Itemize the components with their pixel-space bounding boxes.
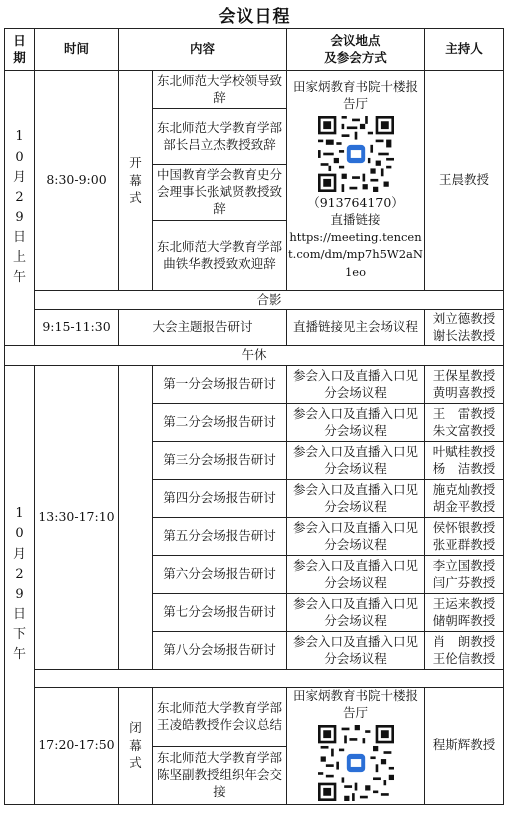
closing-time: 17:20-17:50 xyxy=(35,688,119,805)
header-content: 内容 xyxy=(119,29,287,71)
morning-venue: 田家炳教育书院十楼报告厅 xyxy=(293,79,419,111)
group-photo-row: 合影 xyxy=(35,291,504,310)
branch-venue: 参会入口及直播入口见分会场议程 xyxy=(287,366,425,404)
opening-item: 中国教育学会教育史分会理事长张斌贤教授致辞 xyxy=(153,165,287,221)
plenary-venue: 直播链接见主会场议程 xyxy=(287,310,425,346)
meeting-id: （913764170） xyxy=(307,194,404,210)
branch-hosts: 王保星教授 黄明喜教授 xyxy=(425,366,504,404)
morning-host: 王晨教授 xyxy=(425,71,504,291)
closing-item: 东北师范大学教育学部陈坚副教授组织年会交接 xyxy=(153,747,287,804)
opening-session-label: 开幕式 xyxy=(119,71,153,291)
plenary-hosts: 刘立德教授 谢长法教授 xyxy=(425,310,504,346)
header-date: 日期 xyxy=(5,29,35,71)
spacer-row xyxy=(35,670,504,688)
schedule-table xyxy=(4,28,504,805)
live-link-label: 直播链接 xyxy=(330,211,381,227)
qr-code-icon xyxy=(318,116,394,192)
branch-name: 第五分会场报告研讨 xyxy=(153,518,287,556)
branch-venue: 参会入口及直播入口见分会场议程 xyxy=(287,404,425,442)
morning-venue-cell xyxy=(287,71,425,291)
page-title: 会议日程 xyxy=(218,7,291,27)
opening-item: 东北师范大学教育学部部长吕立杰教授致辞 xyxy=(153,109,287,165)
branch-hosts: 王 雷教授 朱文富教授 xyxy=(425,404,504,442)
branch-hosts: 王运来教授 储朝晖教授 xyxy=(425,594,504,632)
branch-name: 第六分会场报告研讨 xyxy=(153,556,287,594)
live-link-url[interactable]: https://meeting.tencent.com/dm/mp7h5W2aN1eo xyxy=(288,229,423,280)
branch-venue: 参会入口及直播入口见分会场议程 xyxy=(287,556,425,594)
morning-date: 10月29日上午 xyxy=(5,71,35,346)
closing-item: 东北师范大学教育学部王凌皓教授作会议总结 xyxy=(153,688,287,747)
branch-venue: 参会入口及直播入口见分会场议程 xyxy=(287,594,425,632)
branch-hosts: 侯怀银教授 张亚群教授 xyxy=(425,518,504,556)
header-venue: 会议地点 及参会方式 xyxy=(287,29,425,71)
branch-row xyxy=(5,366,504,404)
branch-name: 第三分会场报告研讨 xyxy=(153,442,287,480)
branch-name: 第八分会场报告研讨 xyxy=(153,632,287,670)
plenary-time: 9:15-11:30 xyxy=(35,310,119,346)
closing-host: 程斯辉教授 xyxy=(425,688,504,805)
branch-hosts: 施克灿教授 胡金平教授 xyxy=(425,480,504,518)
branch-name: 第四分会场报告研讨 xyxy=(153,480,287,518)
branch-venue: 参会入口及直播入口见分会场议程 xyxy=(287,518,425,556)
branch-name: 第一分会场报告研讨 xyxy=(153,366,287,404)
branch-hosts: 叶赋桂教授 杨 洁教授 xyxy=(425,442,504,480)
closing-session-label: 闭幕式 xyxy=(119,688,153,805)
morning-time: 8:30-9:00 xyxy=(35,71,119,291)
branch-venue: 参会入口及直播入口见分会场议程 xyxy=(287,480,425,518)
branch-hosts: 李立国教授 闫广芬教授 xyxy=(425,556,504,594)
header-host: 主持人 xyxy=(425,29,504,71)
opening-item: 东北师范大学教育学部曲铁华教授致欢迎辞 xyxy=(153,221,287,291)
qr-code-icon xyxy=(318,725,394,801)
afternoon-time: 13:30-17:10 xyxy=(35,366,119,670)
plenary-content: 大会主题报告研讨 xyxy=(119,310,287,346)
header-time: 时间 xyxy=(35,29,119,71)
header-row xyxy=(5,29,504,71)
branch-name: 第七分会场报告研讨 xyxy=(153,594,287,632)
lunch-break-row: 午休 xyxy=(5,346,504,366)
branch-venue: 参会入口及直播入口见分会场议程 xyxy=(287,632,425,670)
closing-venue-cell xyxy=(287,688,425,805)
branch-hosts: 肖 朗教授 王伦信教授 xyxy=(425,632,504,670)
closing-venue: 田家炳教育书院十楼报告厅 xyxy=(293,688,419,720)
opening-item: 东北师范大学校领导致辞 xyxy=(153,71,287,109)
branch-venue: 参会入口及直播入口见分会场议程 xyxy=(287,442,425,480)
afternoon-date: 10月29日下午 xyxy=(5,366,35,805)
branch-name: 第二分会场报告研讨 xyxy=(153,404,287,442)
